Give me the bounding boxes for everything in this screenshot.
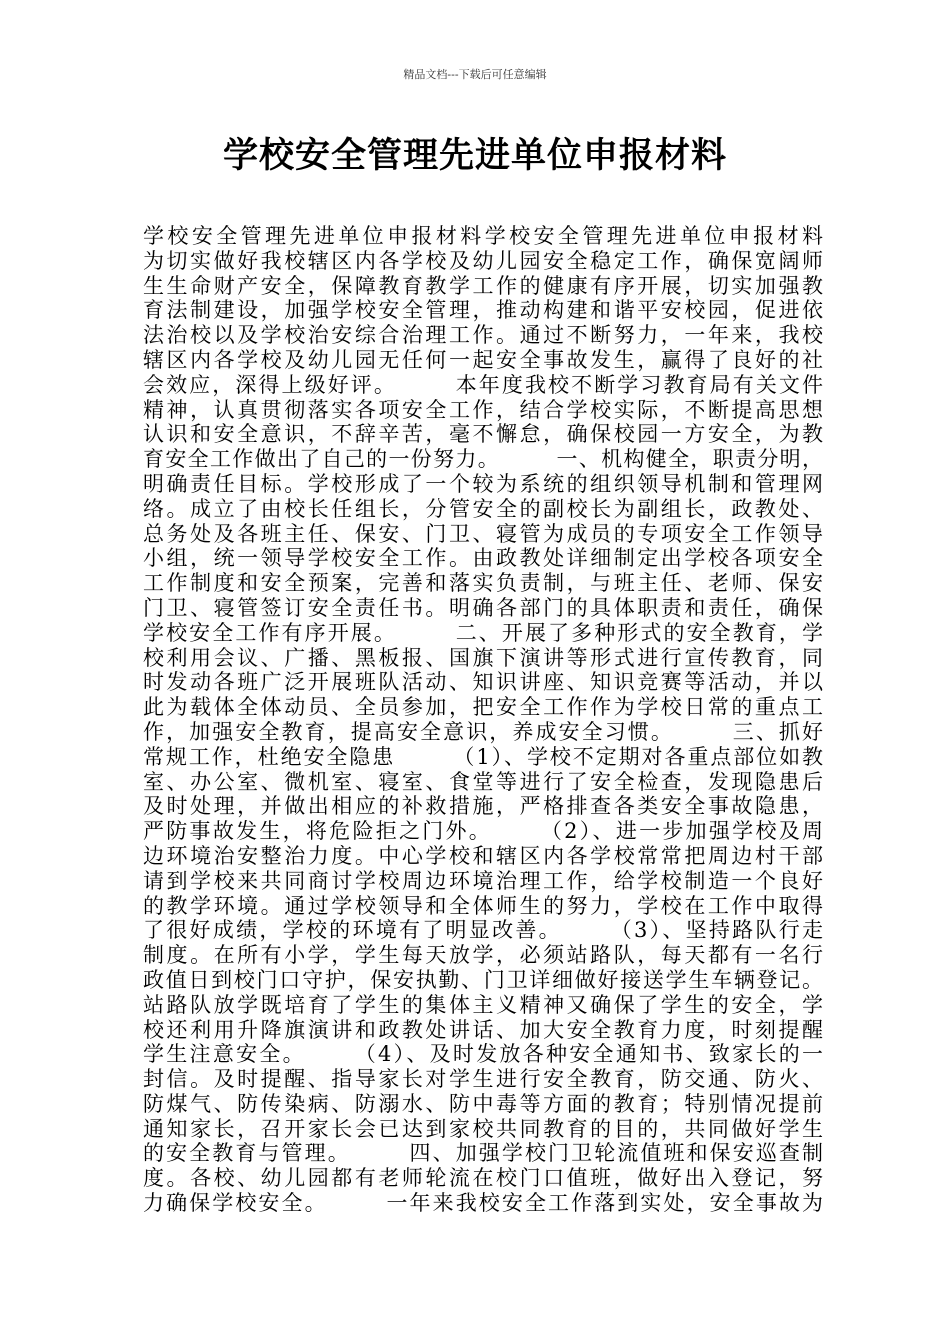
body-text-line: 工作制度和安全预案，完善和落实负责制，与班主任、老师、保安 [143, 571, 823, 596]
body-text-line: 政值日到校门口守护，保安执勤、门卫详细做好接送学生车辆登记。 [143, 967, 823, 992]
body-text-line: 及时处理，并做出相应的补救措施，严格排查各类安全事故隐患， [143, 794, 823, 819]
body-text-line: 生生命财产安全，保障教育教学工作的健康有序开展，切实加强教 [143, 273, 823, 298]
document-body [143, 224, 823, 1216]
body-text-line: 育安全工作做出了自己的一份努力。 一、机构健全，职责分明， [143, 447, 823, 472]
body-text-line: 明确责任目标。学校形成了一个较为系统的组织领导机制和管理网 [143, 471, 823, 496]
body-text-line: 精神，认真贯彻落实各项安全工作，结合学校实际，不断提高思想 [143, 397, 823, 422]
body-text-line: 的教学环境。通过学校领导和全体师生的努力，学校在工作中取得 [143, 893, 823, 918]
body-text-line: 度。各校、幼儿园都有老师轮流在校门口值班，做好出入登记，努 [143, 1166, 823, 1191]
body-text-line: 通知家长，召开家长会已达到家校共同教育的目的，共同做好学生 [143, 1116, 823, 1141]
body-text-line: 学校安全工作有序开展。 二、开展了多种形式的安全教育，学 [143, 620, 823, 645]
body-text-line: 请到学校来共同商讨学校周边环境治理工作，给学校制造一个良好 [143, 868, 823, 893]
body-text-line: 校利用会议、广播、黑板报、国旗下演讲等形式进行宣传教育，同 [143, 645, 823, 670]
body-text-line: 边环境治安整治力度。中心学校和辖区内各学校常常把周边村干部 [143, 843, 823, 868]
body-text-line: 辖区内各学校及幼儿园无任何一起安全事故发生，赢得了良好的社 [143, 347, 823, 372]
body-text-line: 法治校以及学校治安综合治理工作。通过不断努力，一年来，我校 [143, 323, 823, 348]
body-text-line: 此为载体全体动员、全员参加，把安全工作作为学校日常的重点工 [143, 695, 823, 720]
body-text-line: 时发动各班广泛开展班队活动、知识讲座、知识竞赛等活动，并以 [143, 670, 823, 695]
body-text-line: 学生注意安全。 （4）、及时发放各种安全通知书、致家长的一 [143, 1042, 823, 1067]
document-title: 学校安全管理先进单位申报材料 [222, 136, 727, 176]
body-text-line: 封信。及时提醒、指导家长对学生进行安全教育，防交通、防火、 [143, 1067, 823, 1092]
body-text-line: 的安全教育与管理。 四、加强学校门卫轮流值班和保安巡查制 [143, 1141, 823, 1166]
body-text-line: 门卫、寝管签订安全责任书。明确各部门的具体职责和责任，确保 [143, 595, 823, 620]
body-text-line: 严防事故发生，将危险拒之门外。 （2）、进一步加强学校及周 [143, 819, 823, 844]
body-text-line: 会效应，深得上级好评。 本年度我校不断学习教育局有关文件 [143, 372, 823, 397]
body-text-line: 制度。在所有小学，学生每天放学，必须站路队，每天都有一名行 [143, 943, 823, 968]
body-text-line: 常规工作，杜绝安全隐患 （1）、学校不定期对各重点部位如教 [143, 744, 823, 769]
body-text-line: 为切实做好我校辖区内各学校及幼儿园安全稳定工作，确保宽阔师 [143, 248, 823, 273]
body-text-line: 作，加强安全教育，提高安全意识，养成安全习惯。 三、抓好 [143, 719, 823, 744]
body-text-line: 室、办公室、微机室、寝室、食堂等进行了安全检查，发现隐患后 [143, 769, 823, 794]
body-text-line: 校还利用升降旗演讲和政教处讲话、加大安全教育力度，时刻提醒 [143, 1017, 823, 1042]
body-text-line: 育法制建设，加强学校安全管理，推动构建和谐平安校园，促进依 [143, 298, 823, 323]
body-text-line: 络。成立了由校长任组长，分管安全的副校长为副组长，政教处、 [143, 496, 823, 521]
body-text-line: 小组，统一领导学校安全工作。由政教处详细制定出学校各项安全 [143, 546, 823, 571]
body-text-line: 站路队放学既培育了学生的集体主义精神又确保了学生的安全，学 [143, 992, 823, 1017]
body-text-line: 认识和安全意识，不辞辛苦，毫不懈怠，确保校园一方安全，为教 [143, 422, 823, 447]
body-text-line: 学校安全管理先进单位申报材料学校安全管理先进单位申报材料 [143, 224, 823, 248]
header-note: 精品文档---下载后可任意编辑 [403, 68, 547, 81]
body-text-line: 防煤气、防传染病、防溺水、防中毒等方面的教育；特别情况提前 [143, 1091, 823, 1116]
body-text-line: 了很好成绩，学校的环境有了明显改善。 （3）、坚持路队行走 [143, 918, 823, 943]
body-text-line: 总务处及各班主任、保安、门卫、寝管为成员的专项安全工作领导 [143, 521, 823, 546]
body-text-line: 力确保学校安全。 一年来我校安全工作落到实处，安全事故为 [143, 1191, 823, 1216]
